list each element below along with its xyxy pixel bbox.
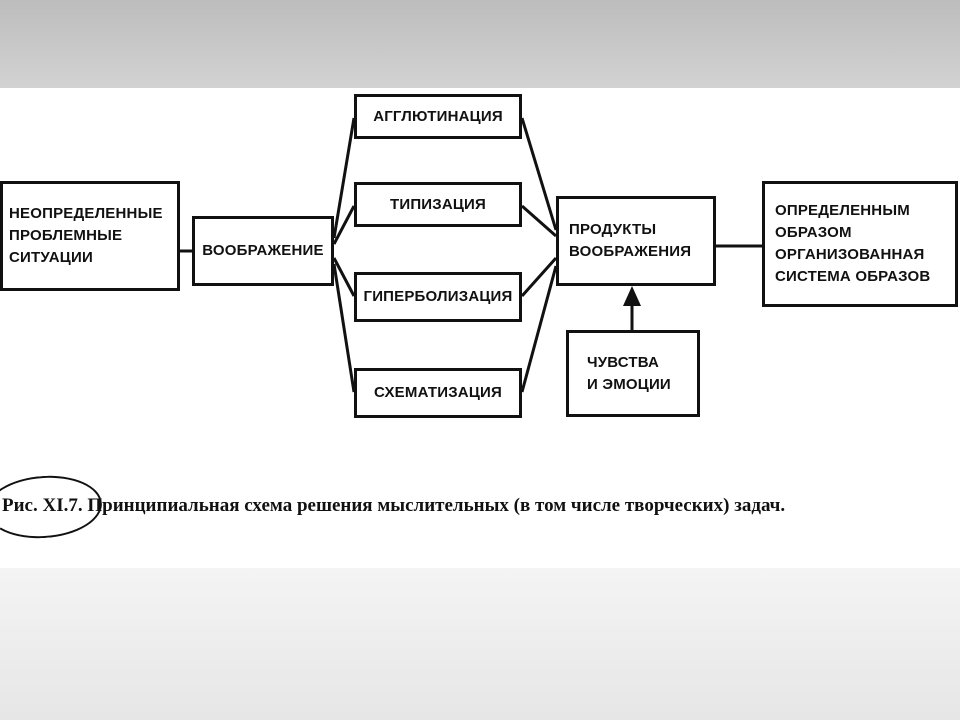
- result-box-line-3: ОРГАНИЗОВАННАЯ: [775, 246, 925, 263]
- imagination-box-label: ВООБРАЖЕНИЕ: [202, 242, 324, 259]
- products-box-line-1: ПРОДУКТЫ: [569, 221, 657, 238]
- imagination-box: [192, 216, 334, 286]
- figure-caption: [2, 495, 957, 517]
- connector-schematization-products: [522, 266, 556, 392]
- figure-caption-prefix: Рис. XI.7.: [2, 495, 83, 516]
- method-box-schematization: [354, 368, 522, 418]
- input-box-line-2: ПРОБЛЕМНЫЕ: [9, 227, 123, 244]
- products-box-line-2: ВООБРАЖЕНИЯ: [569, 243, 692, 260]
- result-box-line-1: ОПРЕДЕЛЕННЫМ: [775, 202, 910, 219]
- input-box-line-3: СИТУАЦИИ: [9, 249, 93, 266]
- feelings-emotions-box: [566, 330, 700, 417]
- feelings-box-line-2: И ЭМОЦИИ: [587, 375, 671, 393]
- organized-image-system-box: [762, 181, 958, 307]
- method-box-agglutination: [354, 94, 522, 139]
- figure-caption-text: Принципиальная схема решения мыслительных (в том числе творческих) задач.: [82, 495, 786, 516]
- arrowhead-to-products: [623, 286, 641, 306]
- method-label-typization: ТИПИЗАЦИЯ: [389, 195, 487, 213]
- connector-agglutination-products: [522, 118, 556, 230]
- imagination-products-box: [556, 196, 716, 286]
- method-label-schematization: СХЕМАТИЗАЦИЯ: [374, 384, 502, 401]
- uncertain-problem-situations-box: [0, 181, 180, 291]
- feelings-box-line-1: ЧУВСТВА: [587, 353, 660, 371]
- result-box-line-2: ОБРАЗОМ: [775, 224, 852, 241]
- connector-imagination-agglutination: [334, 118, 354, 238]
- method-box-typization: [354, 182, 522, 227]
- result-box-line-4: СИСТЕМА ОБРАЗОВ: [775, 268, 931, 285]
- connector-imagination-schematization: [334, 264, 354, 392]
- method-label-agglutination: АГГЛЮТИНАЦИЯ: [373, 107, 503, 125]
- method-box-hyperbolization: [354, 272, 522, 322]
- method-label-hyperbolization: ГИПЕРБОЛИЗАЦИЯ: [363, 288, 513, 305]
- input-box-line-1: НЕОПРЕДЕЛЕННЫЕ: [9, 205, 163, 222]
